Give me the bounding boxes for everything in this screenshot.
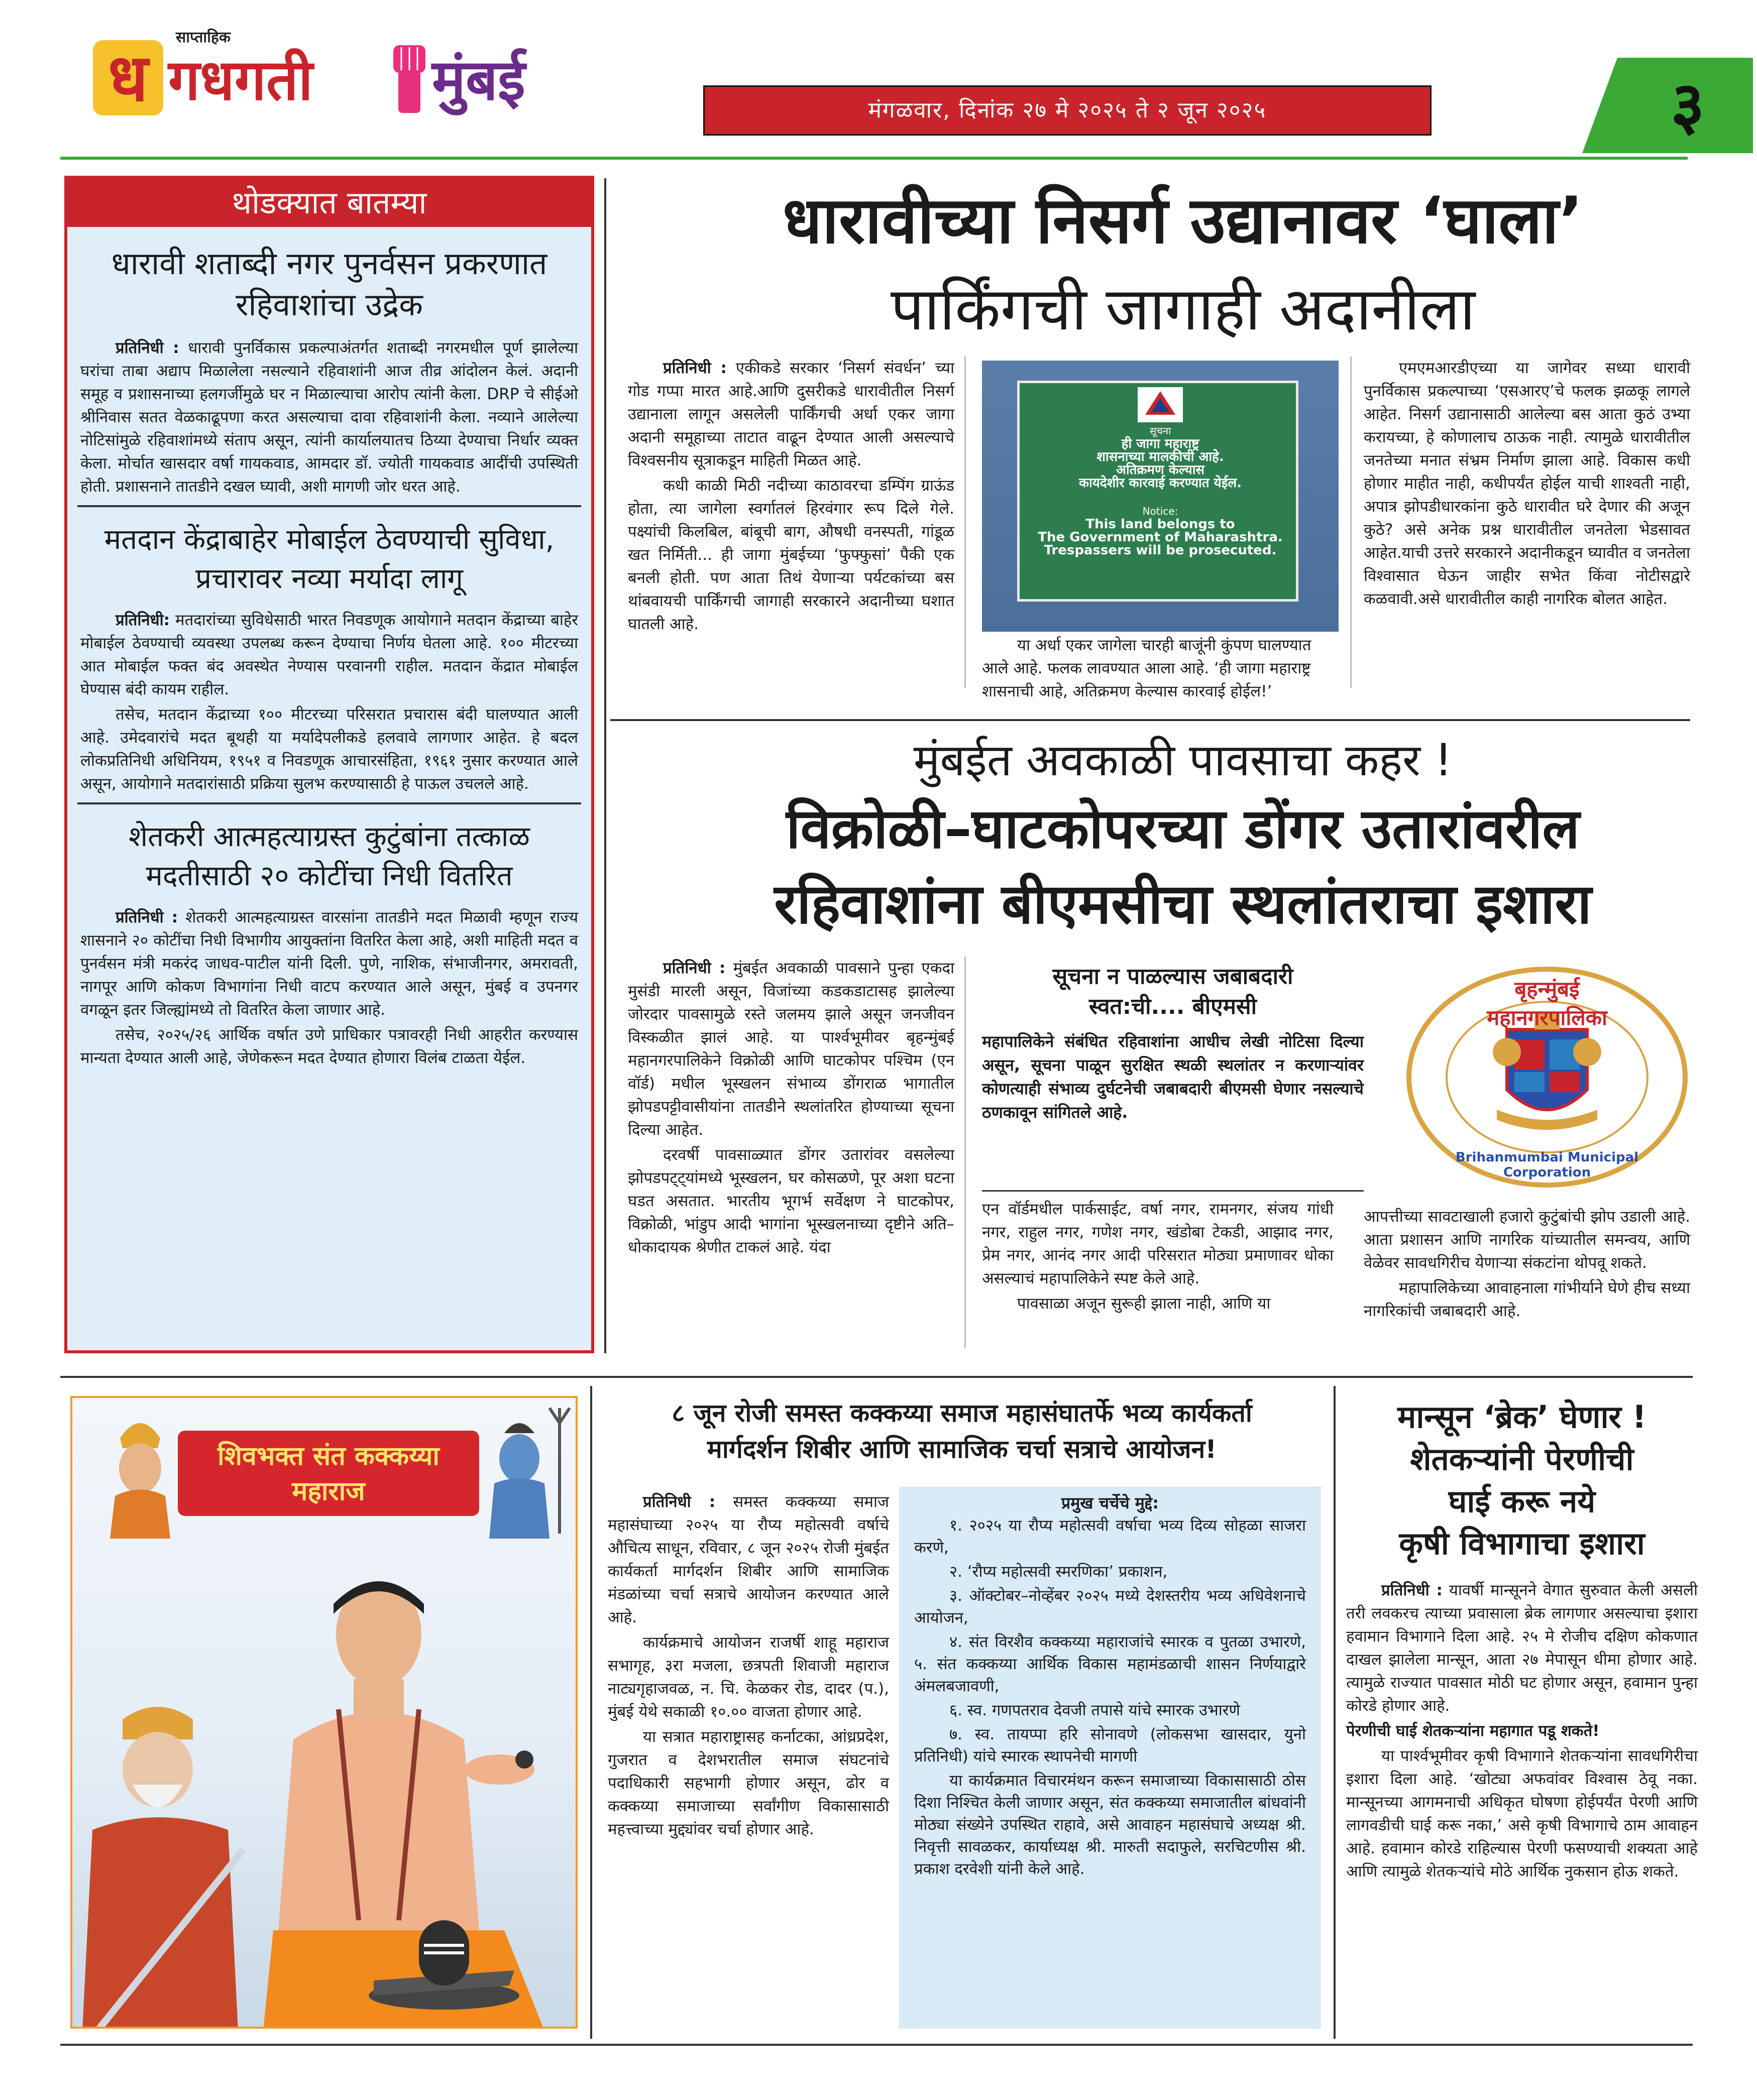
lead-headline-2: पार्किंगची जागाही अदानीला: [890, 274, 1476, 343]
rain-box: [982, 957, 1364, 1126]
shiva-icon: [474, 1403, 575, 1539]
brief-item-2-body2: तसेच, मतदान केंद्राच्या १०० मीटरच्या परिसरात प्रचारास बंदी घालण्यात आली आहे. उमेदवारांचे मदत बूथही या मर्यादेपलीकडे हलवावे लागणार आहेत. हे बदल लोकप्रतिनिधी अधिनियम, १९५१ व निवडणूक आचारसंहिता, १९६१ नुसार करण्यात आले असून, आयोगाने मतदारांसाठी प्रक्रिया सुलभ करण्यासाठी हे पाऊल उचलले आहे.: [80, 706, 578, 793]
rain-kicker: मुंबईत अवकाळी पावसाचा कहर !: [913, 734, 1453, 786]
meeting-byline: प्रतिनिधी :: [643, 1493, 716, 1511]
board-en-1: This land belongs to: [1085, 517, 1235, 532]
kakkayya-poster: [70, 1396, 578, 2029]
rain-byline: प्रतिनिधी :: [663, 959, 726, 977]
shiva-linga-icon: [364, 1880, 524, 2011]
column-rule: [1350, 357, 1352, 688]
monsoon-byline: प्रतिनिधी :: [1381, 1581, 1443, 1599]
lead-headline-1: धारावीच्या निसर्ग उद्यानावर ‘घाला’: [783, 183, 1583, 258]
poster-title-banner: [178, 1431, 479, 1516]
logo-city: मुंबई: [432, 48, 525, 113]
rain-col2-text: एन वॉर्डमधील पार्कसाईट, वर्षा नगर, रामनगर, संजय गांधी नगर, राहुल नगर, गणेश नगर, खंडोबा टेकडी, आझाद नगर, प्रेम नगर, आनंद नगर आदी परिसरात मोठ्या प्रमाणावर धोका असल्याचं महापालिकेने स्पष्ट केले आहे.: [982, 1200, 1334, 1288]
monsoon-p1: यावर्षी मान्सूनने वेगात सुरुवात केली असली तरी लवकरच त्याच्या प्रवासाला ब्रेक लागणार असल्याचा इशारा हवामान विभागाने दिला आहे. २५ मे रोजीच दक्षिण कोकणात दाखल झालेला मान्सून, आता २७ मेपासून धीमा होणार आहे. त्यामुळे राज्यात पावसात मोठी घट होणार असून, हवामान पुन्हा कोरडे होणार आहे.: [1346, 1581, 1698, 1715]
brief-item-1-body: धारावी पुनर्विकास प्रकल्पाअंतर्गत शताब्दी नगरमधील पूर्ण झालेल्या घरांचा ताबा अद्याप मिळालेला नसल्याने रहिवाशांनी आज तीव्र आंदोलन केलं. अदानी समूह व प्रशासनाच्या हलगर्जीमुळे घर न मिळाल्याचा आरोप त्यांनी केला. DRP चे सीईओ श्रीनिवास सतत वेळकाढूपणा करत असल्याचा दावा रहिवाशांनी केला. नव्याने आलेल्या नोटिसांमुळे रहिवाशांमध्ये संताप असून, त्यांनी कार्यालयातच ठिय्या देण्याचा निर्धार व्यक्त केला. मोर्चात खासदार वर्षा गायकवाड, आमदार डॉ. ज्योती गायकवाड आदींची उपस्थिती होती. प्रशासनाने तातडीने दखल घ्यावी, अशी मागणी जोर धरत आहे.: [80, 339, 578, 496]
bmc-seal-top-text: बृहन्मुंबई महानगरपालिका: [1487, 977, 1607, 1030]
meeting-p3: या सत्रात महाराष्ट्रासह कर्नाटका, आंध्रप्रदेश, गुजरात व देशभरातील समाज संघटनांचे पदाधिकारी सहभागी होणार असून, ढोर व कक्कय्या समाजाच्या सर्वांगीण विकासासाठी महत्त्वाच्या मुद्द्यांवर चर्चा होणार आहे.: [608, 1728, 889, 1838]
meeting-col-1: [608, 1490, 889, 1843]
date-banner: [703, 85, 1432, 136]
brief-box: [64, 176, 594, 1353]
poster-title-1: शिवभक्त संत कक्कय्या: [217, 1441, 440, 1471]
brief-item-3-title: शेतकरी आत्महत्याग्रस्त कुटुंबांना तत्काळ मदतीसाठी २० कोटींचा निधी वितरित: [129, 821, 530, 892]
box-rule: [982, 1190, 1364, 1192]
king-portrait-icon: [100, 1408, 180, 1539]
point-3: ३. ऑक्टोबर–नोव्हेंबर २०२५ मध्ये देशस्तरीय भव्य अधिवेशनाचे आयोजन,: [914, 1587, 1306, 1627]
points-title: प्रमुख चर्चेचे मुद्दे:: [1061, 1493, 1159, 1512]
brief-item-2-byline: प्रतिनिधी:: [116, 611, 170, 629]
masthead-rule: [60, 157, 1688, 160]
board-en-3: Trespassers will be prosecuted.: [1044, 543, 1277, 558]
lead-byline: प्रतिनिधी :: [663, 359, 727, 377]
monsoon-story: [1346, 1396, 1698, 1885]
date-line: मंगळवार, दिनांक २७ मे २०२५ ते २ जून २०२५: [868, 97, 1267, 123]
lead-col-3: [1364, 357, 1690, 613]
meeting-p2: कार्यक्रमाचे आयोजन राजर्षी शाहू महाराज सभागृह, ३रा मजला, छत्रपती शिवाजी महाराज नाट्यगृहाजवळ, न. चि. केळकर रोड, दादर (प.), मुंबई येथे सकाळी १०.०० वाजता होणार आहे.: [608, 1634, 889, 1721]
rain-col1b-text: दरवर्षी पावसाळ्यात डोंगर उतारांवर वसलेल्या झोपडपट्ट्यांमध्ये भूस्खलन, घर कोसळणे, पूर अशा घटना घडत असतात. भारतीय भूगर्भ सर्वेक्षण ने घाटकोपर, विक्रोळी, भांडुप आदी भागांना भूस्खलनाच्या दृष्टीने अति–धोकादायक श्रेणीत टाकलं आहे. यंदा: [628, 1146, 954, 1256]
lead-col-1: [628, 357, 954, 638]
column-rule: [964, 357, 966, 688]
monsoon-headline-3: घाई करू नये: [1448, 1483, 1596, 1520]
lead-col1-text: एकीकडे सरकार ‘निसर्ग संवर्धन’ च्या गोड गप्पा मारत आहे.आणि दुसरीकडे धारावीतील निसर्ग उद्यानाला लागून असलेली पार्किंगची अर्धा एकर जागा अदानी समूहाच्या ताटात वाढून देण्यात आली असल्याचे विश्वसनीय सूत्राकडून माहिती मिळत आहे.: [628, 359, 955, 470]
footer-rule: [60, 2044, 1693, 2046]
logo-dha: ध: [93, 40, 163, 115]
meeting-headline-2: मार्गदर्शन शिबीर आणि सामाजिक चर्चा सत्राचे आयोजन!: [707, 1435, 1217, 1464]
board-en-notice: Notice:: [1142, 505, 1178, 517]
point-5: ६. स्व. गणपतराव देवजी तपासे यांचे स्मारक उभारणे: [949, 1701, 1240, 1719]
brief-item-3-body2: तसेच, २०२५/२६ आर्थिक वर्षात उणे प्राधिकार पत्रावरही निधी आहरीत करण्यास मान्यता देण्यात आली आहे, जेणेकरून मदत देण्यात होणारा विलंब टाळता येईल.: [80, 1026, 578, 1067]
poster-title-2: महाराज: [292, 1476, 365, 1506]
brief-item-1-byline: प्रतिनिधी :: [116, 339, 179, 357]
points-closing: या कार्यक्रमात विचारमंथन करून समाजाच्या विकासासाठी ठोस दिशा निश्चित केली जाणार असून, संत कक्कय्या समाजातील बांधवांनी मोठ्या संख्येने उपस्थित राहावे, असे आवाहन महासंघाचे अध्यक्ष श्री. निवृत्ती सावळकर, कार्याध्यक्ष श्री. मारुती सदाफुले, सरचिटणीस श्री. प्रकाश दरवेशी यांनी केले आहे.: [914, 1772, 1306, 1878]
rain-headline-2: रहिवाशांना बीएमसीचा स्थलांतराचा इशारा: [774, 872, 1592, 936]
section-rule: [60, 1376, 1693, 1378]
lead-col3-text: एमएमआरडीएच्या या जागेवर सध्या धारावी पुनर्विकास प्रकल्पाच्या ‘एसआरए’चे फलक झळकू लागले आहेत. निसर्ग उद्यानासाठी आलेल्या बस आता कुठं उभ्या करायच्या, हे कोणालाच ठाऊक नाही. त्यामुळे धारावीतील जनतेच्या मनात संभ्रम निर्माण झाला आहे. विकास कधी होणार माहीत नाही, कधीपर्यंत होईल याची शाश्वती नाही, अपात्र झोपडीधारकांना कुठे धारावीत घरे देणार की अजून कुठे? असे अनेक प्रश्न धारावीतील जनतेला भेडसावत आहेत.याची उत्तरे सरकारने अदानीकडून घ्यावीत व जनतेला विश्वासात घेऊन जाहीर सभेत किंवा नोटीसद्वारे कळवावी.असे धारावीतील काही नागरिक बोलत आहेत.: [1364, 359, 1690, 608]
rain-box-body: महापालिकेने संबंधित रहिवाशांना आधीच लेखी नोटिसा दिल्या असून, सूचना पाळून सुरक्षित स्थळी स्थलांतर न करणाऱ्यांवर कोणत्याही संभाव्य दुर्घटनेची जबाबदारी बीएमसी घेणार नसल्याचे ठणकावून सांगितले आहे.: [982, 1032, 1364, 1122]
brief-item-2-body: मतदारांच्या सुविधेसाठी भारत निवडणूक आयोगाने मतदान केंद्राच्या बाहेर मोबाईल ठेवण्याची व्यवस्था उपलब्ध करून देण्याचा निर्णय घेतला आहे. १०० मीटरच्या आत मोबाईल फक्त बंद अवस्थेत नेण्यास परवानगी राहील. मतदान केंद्रात मोबाईल घेण्यास बंदी कायम राहील.: [80, 611, 578, 698]
rain-col3-text: आपत्तीच्या सावटाखाली हजारो कुटुंबांची झोप उडाली आहे. आता प्रशासन आणि नागरिक यांच्यातील समन्वय, आणि वेळेवर सावधगिरीच येणाऱ्या संकटांना थोपवू शकते.: [1364, 1208, 1690, 1272]
monsoon-p2: या पार्श्वभूमीवर कृषी विभागाने शेतकऱ्यांना सावधगिरीचा इशारा दिला आहे. ‘खोट्या अफवांवर विश्वास ठेवू नका. मान्सूनच्या आगमनाची अधिकृत घोषणा होईपर्यंत पेरणी आणि लागवडीची घाई करू नका,’ असे कृषी विभागाचे ठाम आवाहन आहे. हवामान कोरडे राहिल्यास पेरणी फसण्याची शक्यता आहे आणि त्यामुळे शेतकऱ्यांचे मोठे आर्थिक नुकसान होऊ शकते.: [1346, 1747, 1698, 1881]
warrior-figure-icon: [77, 1699, 268, 2029]
column-rule: [604, 178, 606, 1353]
signboard: [1017, 381, 1298, 602]
meeting-p1: समस्त कक्कय्या समाज महासंघाच्या २०२५ या रौप्य महोत्सवी वर्षाचे औचित्य साधून, रविवार, ८ जून २०२५ रोजी मुंबईत कार्यकर्ता मार्गदर्शन शिबीर आणि सामाजिक मंडळांच्या चर्चा सत्राचे आयोजन करण्यात आले आहे.: [608, 1493, 889, 1626]
signboard-photo: [982, 361, 1339, 632]
bmc-seal-bottom-text: Brihanmumbai Municipal Corporation: [1455, 1150, 1639, 1180]
rain-col3b-text: महापालिकेच्या आवाहनाला गांभीर्याने घेणे हीच सध्या नागरिकांची जबाबदारी आहे.: [1364, 1279, 1690, 1320]
bmc-seal: [1401, 964, 1693, 1190]
rain-col-2: [982, 1198, 1334, 1317]
rain-col-1: [628, 957, 954, 1261]
brief-item-1-title: धारावी शताब्दी नगर पुनर्वसन प्रकरणात रहिवाशांचा उद्रेक: [111, 245, 547, 323]
discussion-points-box: [899, 1486, 1321, 2029]
rain-col1-text: मुंबईत अवकाळी पावसाने पुन्हा एकदा मुसंडी मारली असून, विजांच्या कडकडाटासह झालेल्या जोरदार पावसामुळे रस्ते जलमय झाले असून जनजीवन विस्कळीत झालं आहे. या पार्श्वभूमीवर बृहन्मुंबई महानगरपालिकेने विक्रोळी आणि घाटकोपर पश्चिम (एन वॉर्ड) मधील भूस्खलन संभाव्य डोंगराळ भागातील झोपडपट्टीवासीयांना तातडीने स्थलांतरित होण्याच्या सूचना दिल्या आहेत.: [628, 959, 955, 1139]
point-4: ४. संत विरशैव कक्कय्या महाराजांचे स्मारक व पुतळा उभारणे, ५. संत कक्कय्या आर्थिक विकास महामंडळाची शासन निर्णयाद्वारे अंमलबजावणी,: [914, 1633, 1306, 1695]
board-en-2: The Government of Maharashtra.: [1038, 530, 1283, 545]
masthead-weekly: साप्ताहिक: [176, 29, 231, 46]
masthead: [0, 0, 1757, 161]
column-rule: [1334, 1386, 1336, 2039]
brief-item-3-body: शेतकरी आत्महत्याग्रस्त वारसांना तातडीने मदत मिळावी म्हणून राज्य शासनाने २० कोटींचा निधी विभागीय आयुक्तांना वितरित केला आहे, अशी माहिती मदत व पुनर्वसन मंत्री मकरंद जाधव-पाटील यांनी दिली. पुणे, नाशिक, संभाजीनगर, अमरावती, नागपूर आणि कोकण विभागांना निधी वाटप करण्यात आले असून, मुंबई व उपनगर वगळून इतर जिल्ह्यांमध्ये तो वितरित केला जाणार आहे.: [80, 908, 578, 1019]
lead-col1b-text: कधी काळी मिठी नदीच्या काठावरचा डम्पिंग ग्राऊंड होता, त्या जागेला स्वर्गातलं हिरवंगार रूप दिले गेले. पक्ष्यांची किलबिल, बांबूची बाग, औषधी वनस्पती, गांडूळ खत निर्मिती... ही जागा मुंबईच्या ‘फुफ्फुसां’ पैकी एक बनली होती. पण आता तिथं येणाऱ्या पर्यटकांच्या बस थांबवायची पार्किंगची जागाही सरकारने अदानीच्या घशात घातली आहे.: [628, 477, 954, 633]
board-mr-1: सूचना: [1149, 425, 1171, 437]
brief-item-2-title: मतदान केंद्राबाहेर मोबाईल ठेवण्याची सुविधा, प्रचारावर नव्या मर्यादा लागू: [104, 523, 555, 595]
fist-icon: [389, 40, 429, 115]
rain-col-3: [1364, 1205, 1690, 1325]
point-1: १. २०२५ या रौप्य महोत्सवी वर्षाचा भव्य दिव्य सोहळा साजरा करणे,: [914, 1516, 1306, 1557]
column-rule: [964, 957, 966, 1348]
point-6: ७. स्व. तायप्पा हरि सोनावणे (लोकसभा खासदार, युनो प्रतिनिधी) यांचे स्मारक स्थापनेची मागणी: [914, 1725, 1306, 1766]
board-mr-4: अतिक्रमण केल्यास: [1116, 462, 1205, 478]
board-mr-5: कायदेशीर कारवाई करण्यात येईल.: [1078, 476, 1242, 491]
monsoon-headline-4: कृषी विभागाचा इशारा: [1399, 1525, 1645, 1562]
column-rule: [590, 1386, 592, 2039]
meeting-headline-1: ८ जून रोजी समस्त कक्कय्या समाज महासंघातर्फे भव्य कार्यकर्ता: [672, 1398, 1252, 1428]
brief-item-3-byline: प्रतिनिधी :: [116, 908, 178, 926]
rain-box-title: सूचना न पाळल्यास जबाबदारी स्वत:ची.... बीएमसी: [1052, 964, 1293, 1019]
mhada-logo-icon: [1138, 387, 1183, 422]
rain-col2b-text: पावसाळा अजून सुरूही झाला नाही, आणि या: [1017, 1295, 1271, 1313]
photo-caption-text: या अर्धा एकर जागेला चारही बाजूंनी कुंपण घालण्यात आले आहे. फलक लावण्यात आला आहे. ‘ही जागा महाराष्ट्र शासनाची आहे, अतिक्रमण केल्यास कारवाई होईल!’: [982, 636, 1311, 701]
monsoon-headline-2: शेतकऱ्यांनी पेरणीची: [1410, 1441, 1634, 1477]
monsoon-subhead: पेरणीची घाई शेतकऱ्यांना महागात पडू शकते!: [1346, 1722, 1600, 1740]
monsoon-headline-1: मान्सून ‘ब्रेक’ घेणार !: [1397, 1398, 1646, 1435]
brief-header: थोडक्यात बातम्या: [67, 179, 591, 227]
page-number: ३: [1671, 67, 1705, 144]
board-mr-3: शासनाच्या मालकीची आहे.: [1096, 449, 1224, 464]
rain-headline-1: विक्रोळी–घाटकोपरच्या डोंगर उतारांवरील: [786, 796, 1580, 861]
board-mr-2: ही जागा महाराष्ट्र: [1121, 436, 1199, 451]
photo-caption: [982, 634, 1339, 705]
section-rule: [610, 719, 1690, 721]
logo-name: गधगती: [168, 48, 313, 113]
point-2: २. ‘रौप्य महोत्सवी स्मरणिका’ प्रकाशन,: [949, 1563, 1168, 1581]
